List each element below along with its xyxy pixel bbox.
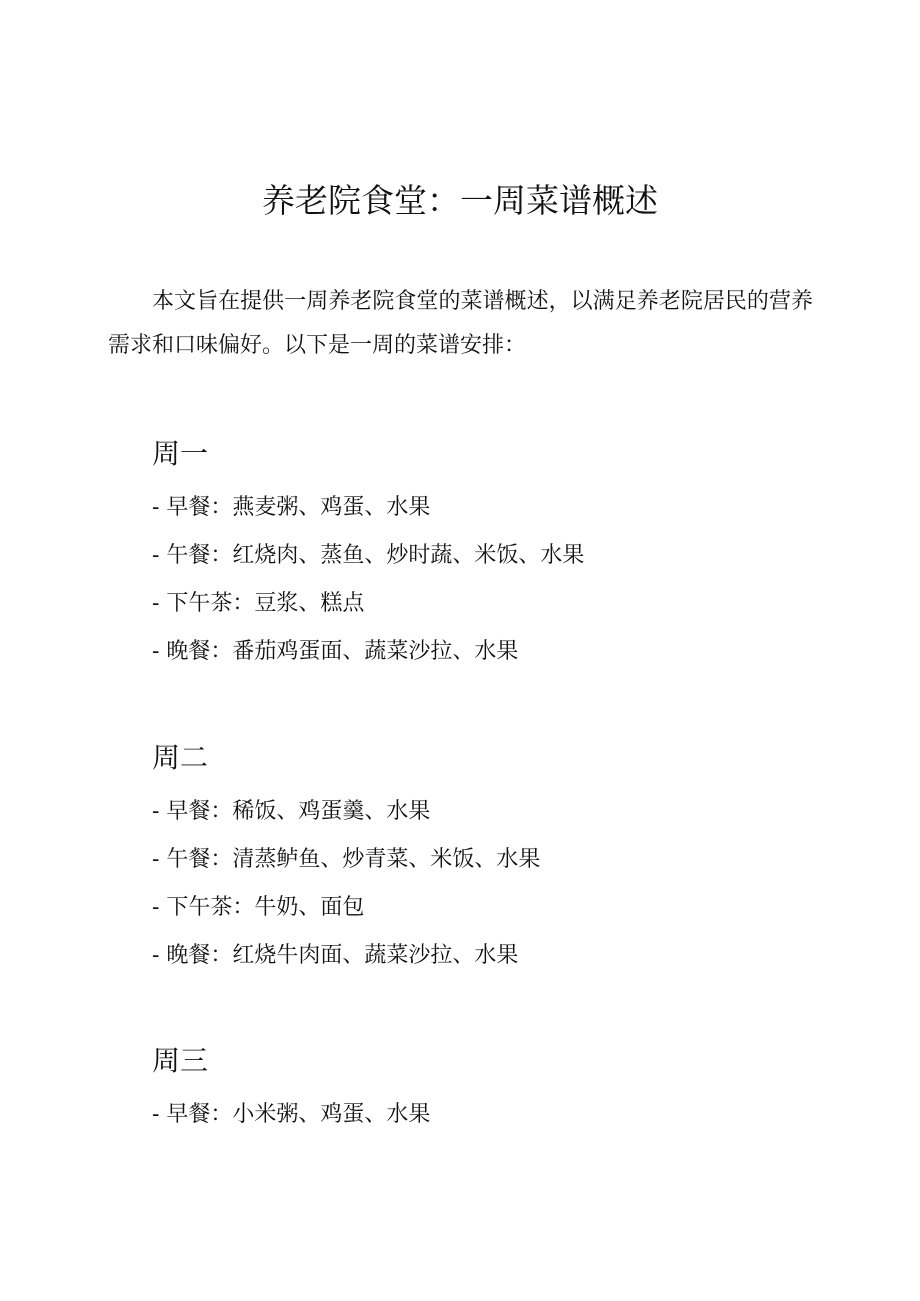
meal-item-breakfast: - 早餐：燕麦粥、鸡蛋、水果 — [152, 495, 431, 520]
meal-item-dinner: - 晚餐：红烧牛肉面、蔬菜沙拉、水果 — [152, 943, 519, 968]
day-section-wednesday — [152, 1041, 792, 1139]
day-heading: 周一 — [152, 437, 209, 470]
document-title: 养老院食堂：一周菜谱概述 — [262, 181, 658, 220]
meal-item-breakfast: - 早餐：稀饭、鸡蛋羹、水果 — [152, 799, 431, 824]
day-heading: 周二 — [152, 741, 209, 774]
meal-item-breakfast: - 早餐：小米粥、鸡蛋、水果 — [152, 1102, 431, 1127]
day-section-tuesday — [152, 738, 792, 980]
day-heading: 周三 — [152, 1044, 209, 1077]
meal-item-lunch: - 午餐：清蒸鲈鱼、炒青菜、米饭、水果 — [152, 847, 541, 872]
intro-paragraph: 本文旨在提供一周养老院食堂的菜谱概述，以满足养老院居民的营养需求和口味偏好。以下是一周的菜谱安排： — [108, 289, 813, 358]
meal-item-afternoon-tea: - 下午茶：牛奶、面包 — [152, 895, 365, 920]
meal-item-afternoon-tea: - 下午茶：豆浆、糕点 — [152, 591, 365, 616]
meal-item-dinner: - 晚餐：番茄鸡蛋面、蔬菜沙拉、水果 — [152, 639, 519, 664]
day-section-monday — [152, 434, 792, 676]
meal-item-lunch: - 午餐：红烧肉、蒸鱼、炒时蔬、米饭、水果 — [152, 543, 585, 568]
